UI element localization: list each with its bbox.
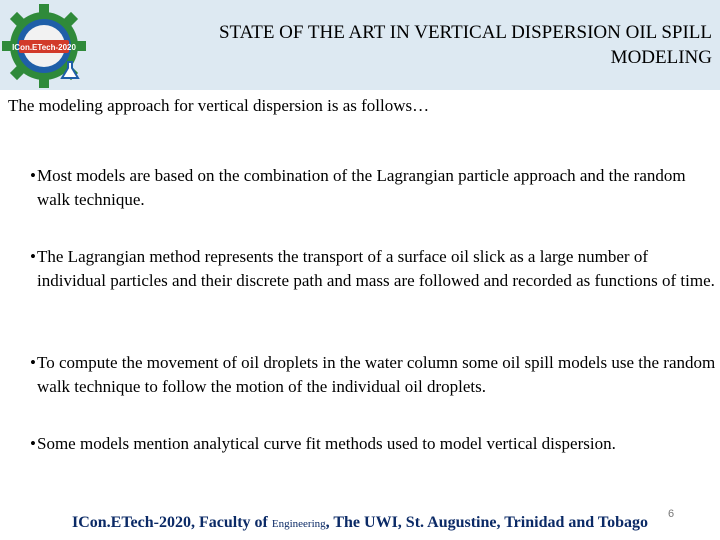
bullet-item (30, 351, 716, 399)
bullet-text: Some models mention analytical curve fit methods used to model vertical dispersion. (37, 434, 616, 453)
conference-logo (2, 2, 90, 88)
bullet-text: To compute the movement of oil droplets in the water column some oil spill models use the random walk technique to follow the motion of the individual oil droplets. (37, 353, 716, 396)
bullet-dot-icon: • (30, 166, 36, 185)
slide-title (112, 20, 712, 70)
page-number: 6 (668, 508, 675, 520)
footer-part-2: , The UWI, St. Augustine, Trinidad and Tobago (325, 514, 648, 531)
slide-title-line-1: STATE OF THE ART IN VERTICAL DISPERSION OIL SPILL (218, 22, 712, 43)
footer-part-1: ICon.ETech-2020, Faculty of (72, 514, 272, 531)
bullet-dot-icon: • (30, 247, 36, 266)
intro-text: The modeling approach for vertical dispersion is as follows… (8, 96, 430, 115)
bullet-dot-icon: • (30, 434, 36, 453)
slide-title-line-2: MODELING (610, 47, 712, 68)
bullet-dot-icon: • (30, 353, 36, 372)
bullet-item (30, 432, 716, 456)
footer-small-text: Engineering (271, 518, 326, 530)
bullet-text: Most models are based on the combination of the Lagrangian particle approach and the random walk technique. (37, 166, 686, 209)
bullet-item (30, 164, 716, 212)
logo-text: ICon.ETech-2020 (12, 43, 76, 52)
bullet-item (30, 245, 716, 293)
bullet-text: The Lagrangian method represents the transport of a surface oil slick as a large number of individual particles and their discrete path and mass are followed and recorded as functions of time. (37, 247, 715, 290)
footer-text (0, 512, 720, 535)
